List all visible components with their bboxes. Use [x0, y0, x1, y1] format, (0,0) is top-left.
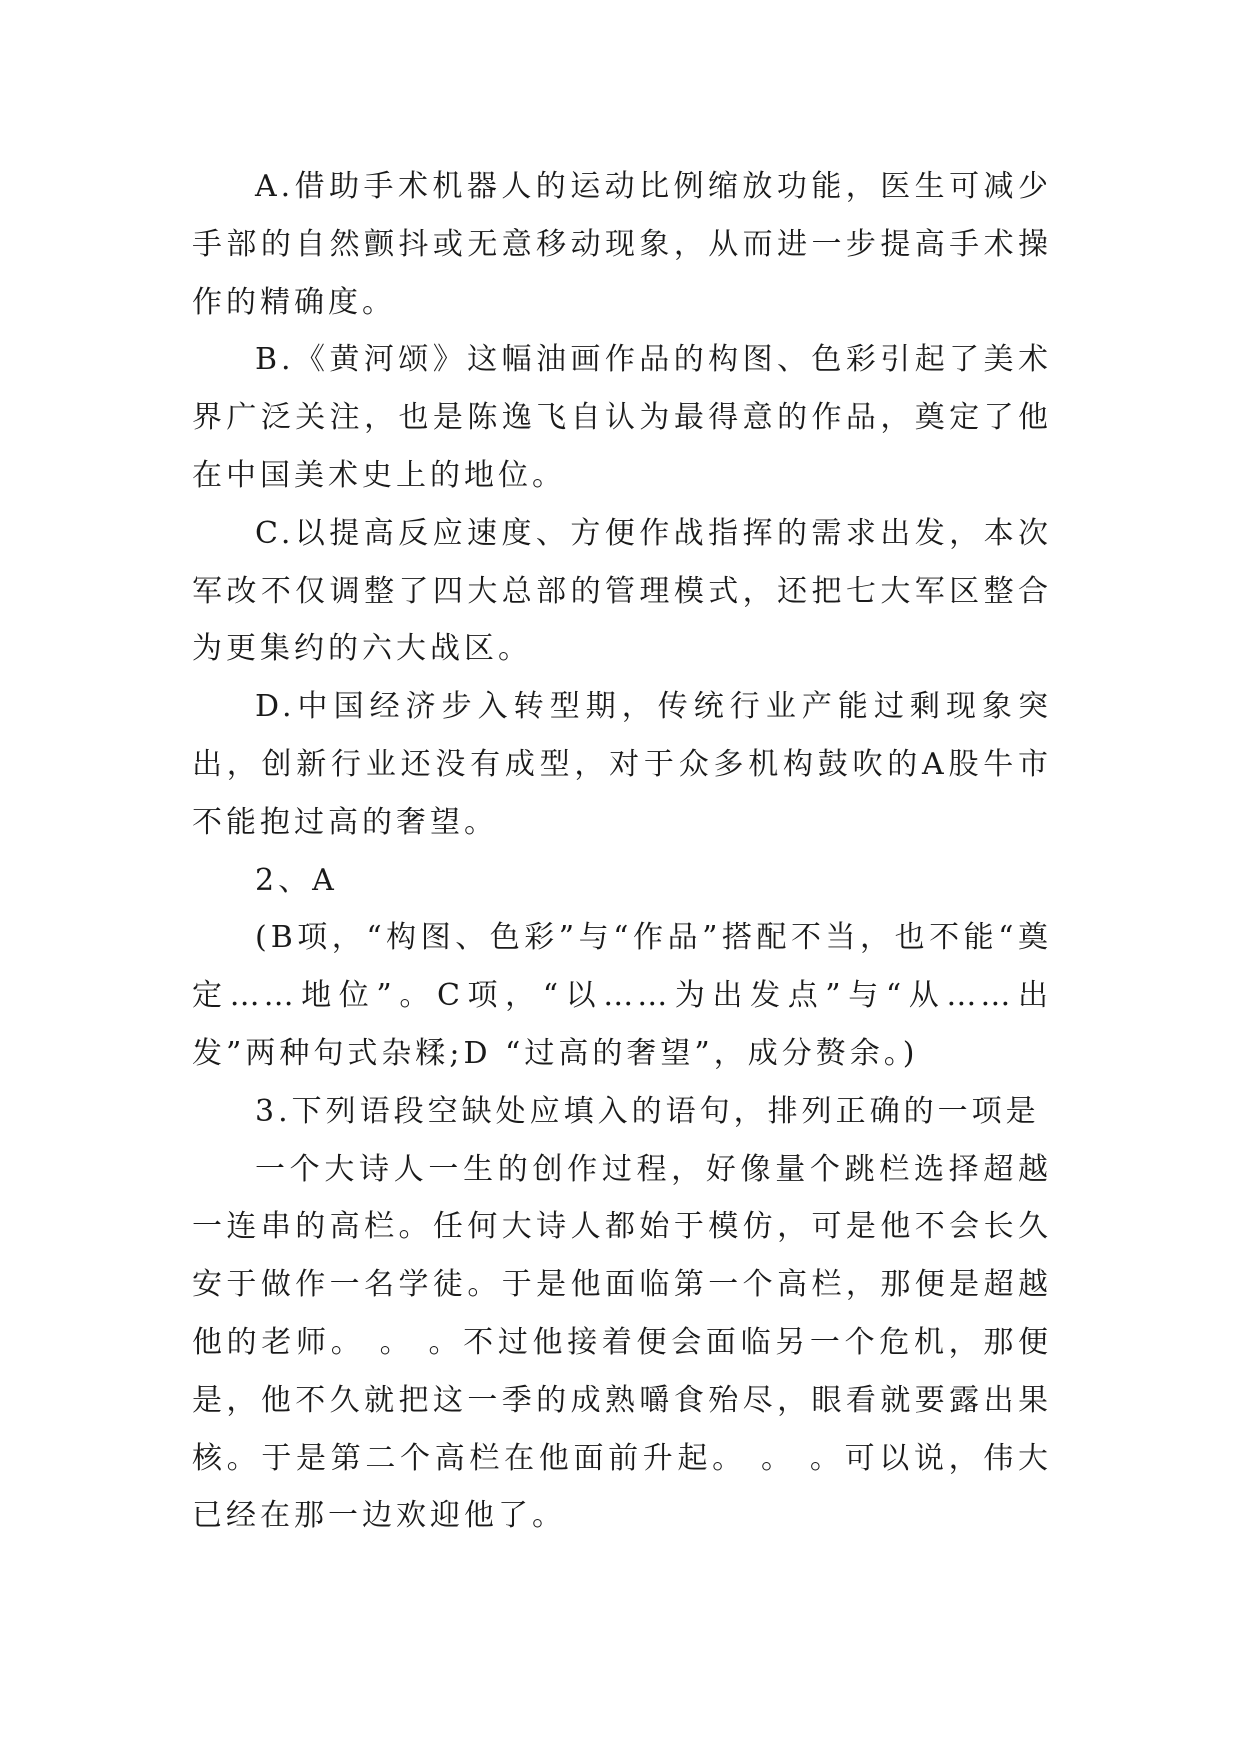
document-page: [192, 158, 1052, 1545]
option-c-paragraph: C.以提高反应速度、方便作战指挥的需求出发，本次军改不仅调整了四大总部的管理模式，还把七大军区整合为更集约的六大战区。: [192, 515, 1052, 667]
answer-paragraph: 2、A: [255, 862, 338, 898]
option-d-paragraph: D.中国经济步入转型期，传统行业产能过剩现象突出，创新行业还没有成型，对于众多机构鼓吹的A股牛市不能抱过高的奢望。: [192, 689, 1052, 840]
question-heading: 3.下列语段空缺处应填入的语句，排列正确的一项是: [255, 1093, 1040, 1129]
passage-paragraph: 一个大诗人一生的创作过程，好像量个跳栏选择超越一连串的高栏。任何大诗人都始于模仿，可是他不会长久安于做作一名学徒。于是他面临第一个高栏，那便是超越他的老师。 。 。不过他接着便会面临另一个危机，那便是，他不久就把这一季的成熟嚼食殆尽，眼看就要露出果核。于是第二个高栏在他面前升起。 。 。可以说，伟大已经在那一边欢迎他了。: [192, 1151, 1052, 1534]
explanation-paragraph: (B项，“构图、色彩”与“作品”搭配不当，也不能“奠定……地位”。C项，“以……为出发点”与“从……出发”两种句式杂糅;D “过高的奢望”，成分赘余。): [192, 920, 1052, 1071]
option-b-paragraph: B.《黄河颂》这幅油画作品的构图、色彩引起了美术界广泛关注，也是陈逸飞自认为最得意的作品，奠定了他在中国美术史上的地位。: [192, 342, 1052, 493]
option-a-paragraph: A.借助手术机器人的运动比例缩放功能，医生可减少手部的自然颤抖或无意移动现象，从而进一步提高手术操作的精确度。: [192, 169, 1052, 320]
